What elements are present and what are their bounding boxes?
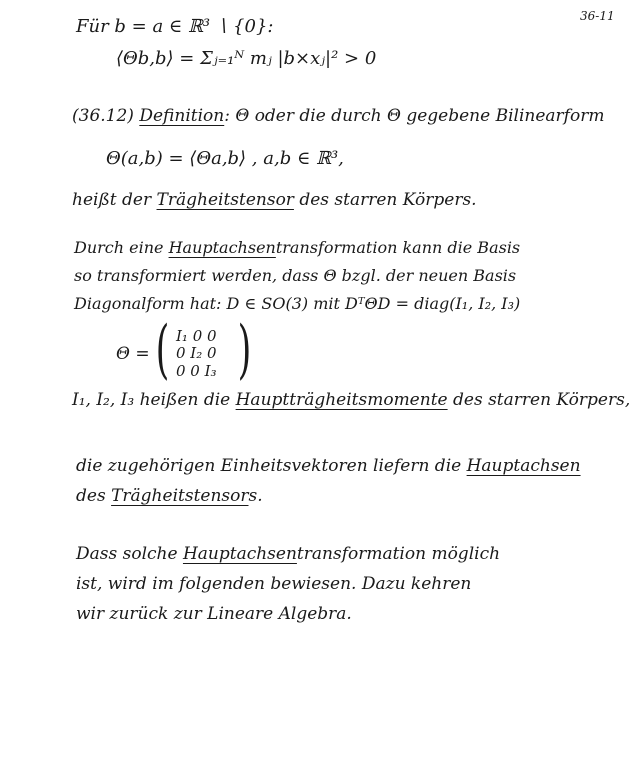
hauptachsen-line-1: Durch eine Hauptachsentransformation kann die Basis: [74, 238, 521, 257]
definition-3612: (36.12) Definition: Θ oder die durch Θ gegebene Bilinearform: [72, 106, 605, 126]
diagonalform-line: Diagonalform hat: D ∈ SO(3) mit DᵀΘD = diag(I₁, I₂, I₃): [74, 294, 521, 313]
bilinear-form-formula: Θ(a,b) = ⟨Θa,b⟩ , a,b ∈ ℝ³,: [106, 148, 344, 169]
theta-equals: Θ =: [116, 344, 150, 364]
closing-line-2: ist, wird im folgenden bewiesen. Dazu kehren: [76, 574, 472, 594]
formula-theta-b-b: ⟨Θb,b⟩ = Σⱼ₌₁ᴺ mⱼ |b×xⱼ|² > 0: [116, 48, 377, 69]
line-for-b: Für b = a ∈ ℝ³ ∖ {0}:: [76, 16, 274, 37]
matrix-row-1: I₁ 0 0: [176, 327, 217, 345]
closing-line-1: Dass solche Hauptachsentransformation möglich: [76, 544, 501, 564]
einheitsvektoren-line: die zugehörigen Einheitsvektoren liefern die Hauptachsen: [76, 456, 581, 476]
traegheitstensor-line: heißt der Trägheitstensor des starren Körpers.: [72, 190, 477, 210]
closing-line-3: wir zurück zur Lineare Algebra.: [76, 604, 352, 624]
matrix-row-2: 0 I₂ 0: [176, 344, 217, 363]
traegheitstensors-line: des Trägheitstensors.: [76, 486, 263, 506]
matrix-row-3: 0 0 I₃: [176, 361, 217, 380]
hauptträgheitsmomente-line: I₁, I₂, I₃ heißen die Hauptträgheitsmomente des starren Körpers,: [72, 390, 631, 410]
matrix-right-paren: ): [237, 313, 252, 387]
hauptachsen-line-2: so transformiert werden, dass Θ bzgl. der neuen Basis: [74, 266, 517, 285]
page-number: 36-11: [580, 9, 615, 23]
matrix-left-paren: (: [155, 313, 170, 387]
diagonal-matrix: [176, 328, 217, 380]
